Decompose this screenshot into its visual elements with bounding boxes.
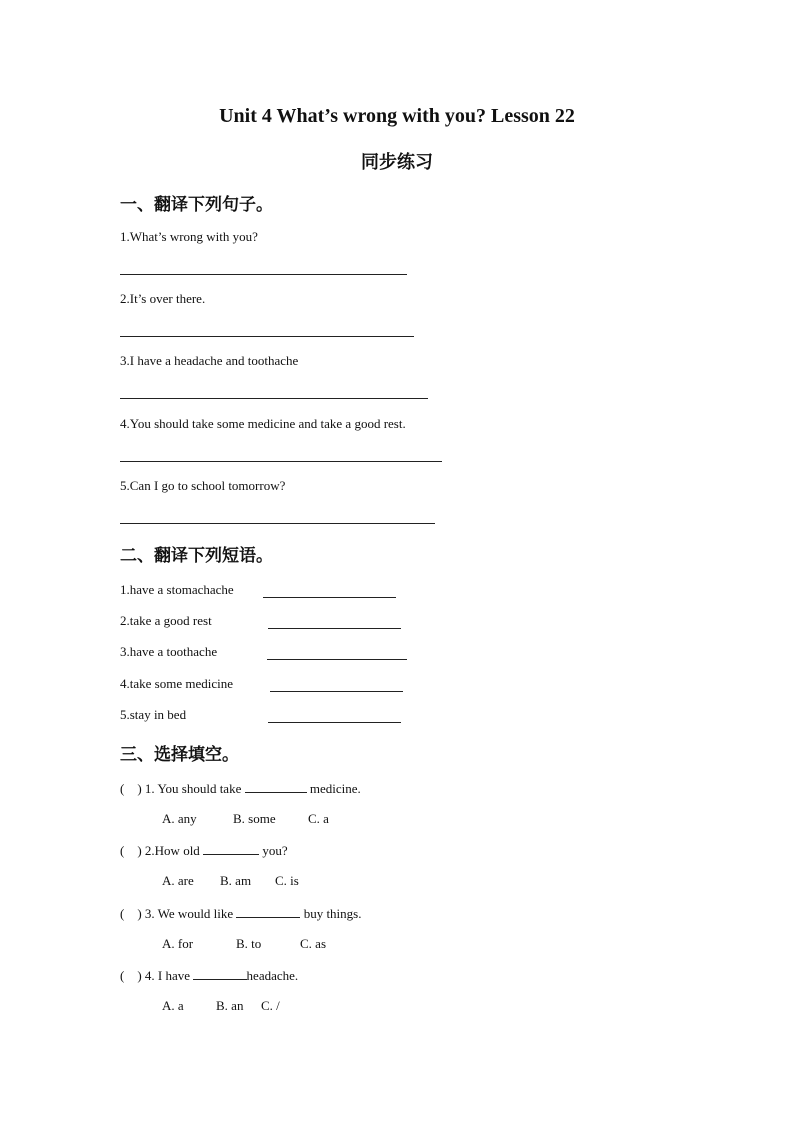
sentence-question-1: 1.What’s wrong with you? xyxy=(120,229,258,244)
answer-parentheses[interactable]: ( ) xyxy=(120,906,142,921)
phrase-4: 4.take some medicine xyxy=(120,676,233,691)
option-c: C. / xyxy=(261,998,280,1013)
question-stem-start: 1. You should take xyxy=(144,781,242,796)
question-stem-start: 3. We would like xyxy=(144,906,234,921)
phrase-answer-line-5[interactable] xyxy=(268,722,401,723)
option-c: C. is xyxy=(275,873,299,888)
answer-parentheses[interactable]: ( ) xyxy=(120,843,142,858)
option-b: B. to xyxy=(236,936,262,951)
section-heading-translate-sentences: 一、翻译下列句子。 xyxy=(120,195,273,215)
answer-line-3[interactable] xyxy=(120,398,428,399)
option-c: C. as xyxy=(300,936,326,951)
answer-parentheses[interactable]: ( ) xyxy=(120,781,142,796)
option-b: B. am xyxy=(220,873,252,888)
answer-line-1[interactable] xyxy=(120,274,407,275)
option-a: A. any xyxy=(162,811,197,826)
choice-question-3 xyxy=(120,905,361,922)
question-stem-end: medicine. xyxy=(309,781,361,796)
option-a: A. are xyxy=(162,873,194,888)
phrase-answer-line-1[interactable] xyxy=(263,597,396,598)
fill-blank[interactable] xyxy=(193,967,247,980)
choice-question-4 xyxy=(120,967,298,984)
phrase-5: 5.stay in bed xyxy=(120,707,187,722)
phrase-2: 2.take a good rest xyxy=(120,613,212,628)
question-stem-start: 2.How old xyxy=(144,843,200,858)
question-stem-end: you? xyxy=(262,843,288,858)
option-a: A. a xyxy=(162,998,184,1013)
phrase-answer-line-4[interactable] xyxy=(270,691,403,692)
option-b: B. an xyxy=(216,998,244,1013)
question-stem-end: headache. xyxy=(246,968,299,983)
fill-blank[interactable] xyxy=(203,842,259,855)
choice-question-1 xyxy=(120,780,361,797)
phrase-answer-line-3[interactable] xyxy=(267,659,407,660)
answer-line-2[interactable] xyxy=(120,336,414,337)
page-title: Unit 4 What’s wrong with you? Lesson 22 xyxy=(219,105,575,127)
sentence-question-2: 2.It’s over there. xyxy=(120,291,206,306)
fill-blank[interactable] xyxy=(236,905,300,918)
fill-blank[interactable] xyxy=(245,780,307,793)
answer-parentheses[interactable]: ( ) xyxy=(120,968,142,983)
option-c: C. a xyxy=(308,811,329,826)
section-heading-translate-phrases: 二、翻译下列短语。 xyxy=(120,546,273,566)
answer-line-5[interactable] xyxy=(120,523,435,524)
question-stem-end: buy things. xyxy=(303,906,362,921)
page-subtitle: 同步练习 xyxy=(361,152,433,173)
sentence-question-4: 4.You should take some medicine and take a good rest. xyxy=(120,416,406,431)
phrase-answer-line-2[interactable] xyxy=(268,628,401,629)
section-heading-multiple-choice: 三、选择填空。 xyxy=(120,745,239,765)
phrase-3: 3.have a toothache xyxy=(120,644,218,659)
phrase-1: 1.have a stomachache xyxy=(120,582,234,597)
sentence-question-3: 3.I have a headache and toothache xyxy=(120,353,299,368)
option-a: A. for xyxy=(162,936,194,951)
question-stem-start: 4. I have xyxy=(144,968,191,983)
option-b: B. some xyxy=(233,811,276,826)
answer-line-4[interactable] xyxy=(120,461,442,462)
sentence-question-5: 5.Can I go to school tomorrow? xyxy=(120,478,286,493)
choice-question-2 xyxy=(120,842,288,859)
